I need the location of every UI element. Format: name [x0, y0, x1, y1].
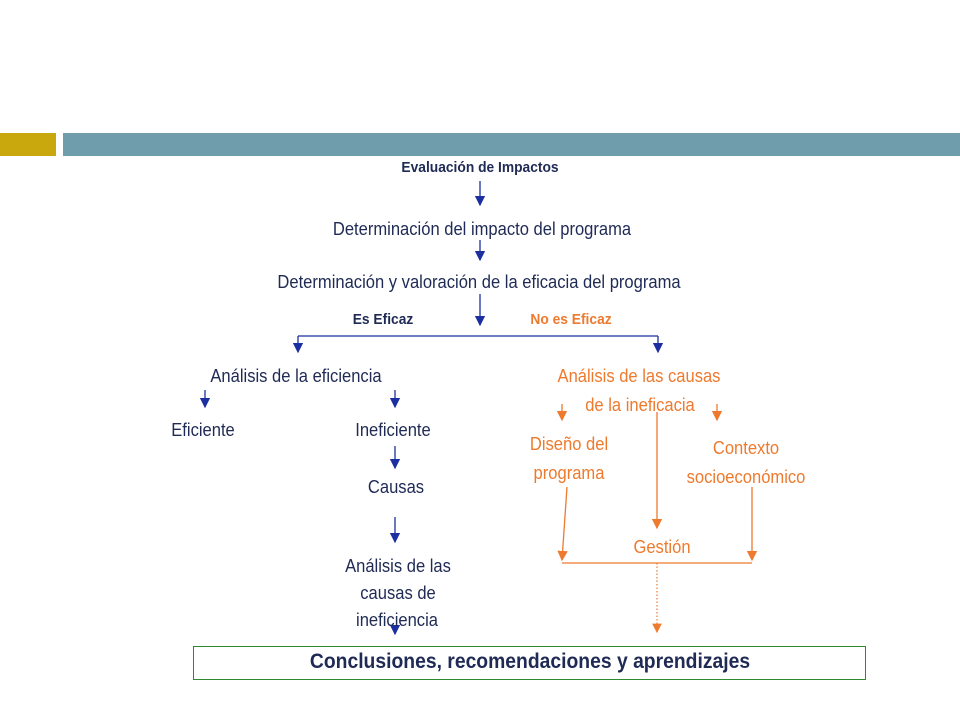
diseno-programa-1: Diseño del: [529, 434, 609, 454]
conclusion-text: Conclusiones, recomendaciones y aprendizajes: [309, 650, 750, 673]
branch-es-eficaz: Es Eficaz: [352, 311, 414, 328]
step-impacto: Determinación del impacto del programa: [332, 219, 632, 239]
analisis-eficiencia: Análisis de la eficiencia: [210, 366, 382, 386]
analisis-causas-ineficiencia-1: Análisis de las: [345, 556, 451, 576]
analisis-causas-ineficacia-1: Análisis de las causas: [557, 366, 721, 386]
analisis-causas-ineficiencia-2: causas de: [360, 583, 436, 603]
eficiente: Eficiente: [171, 420, 235, 440]
diagram-title: Evaluación de Impactos: [401, 159, 559, 176]
contexto-socioeconomico-1: Contexto: [712, 438, 780, 458]
contexto-socioeconomico-2: socioeconómico: [686, 467, 806, 487]
analisis-causas-ineficacia-2: de la ineficacia: [585, 395, 695, 415]
gestion: Gestión: [633, 537, 691, 557]
line-diseno-to-gestion: [562, 487, 567, 560]
conclusion-box: [193, 646, 866, 680]
diseno-programa-2: programa: [533, 463, 605, 483]
analisis-causas-ineficiencia-3: ineficiencia: [356, 610, 438, 630]
branch-no-es-eficaz: No es Eficaz: [530, 311, 612, 328]
causas: Causas: [367, 477, 425, 497]
ineficiente: Ineficiente: [355, 420, 431, 440]
step-eficacia: Determinación y valoración de la eficacia del programa: [277, 272, 681, 292]
